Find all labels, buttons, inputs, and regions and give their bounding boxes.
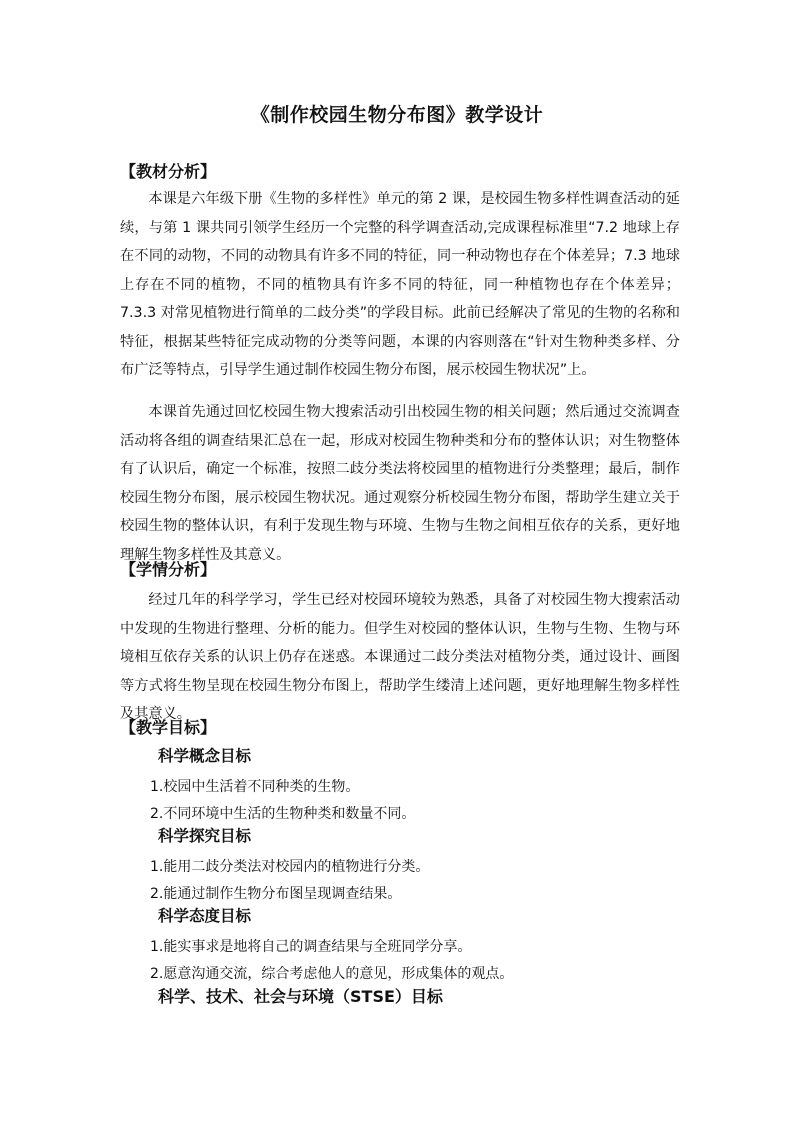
subheading-attitude-objectives: 科学态度目标: [158, 907, 252, 925]
heading-learner-analysis: 【学情分析】: [120, 560, 217, 579]
subheading-concept-objectives: 科学概念目标: [158, 747, 252, 765]
paragraph-material-analysis-2: 本课首先通过回忆校园生物大搜索活动引出校园生物的相关问题；然后通过交流调查活动将各组的调查结果汇总在一起，形成对校园生物种类和分布的整体认识；对生物整体有了认识后，确定一个标准，按照二歧分类法将校园里的植物进行分类整理；最后，制作校园生物分布图，展示校园生物状况。通过观察分析校园生物分布图，帮助学生建立关于校园生物的整体认识，有利于发现生物与环境、生物与生物之间相互依存的关系，更好地理解生物多样性及其意义。: [120, 404, 680, 563]
paragraph-material-analysis-1: 本课是六年级下册《生物的多样性》单元的第 2 课，是校园生物多样性调查活动的延续，与第 1 课共同引领学生经历一个完整的科学调查活动,完成课程标准里“7.2 地球上存在不同的动物，不同的动物具有许多不同的特征，同一种动物也存在个体差异；7.3 地球上存在不同的植物，不同的植物具有许多不同的特征，同一种植物也存在个体差异；7.3.3 对常见植物进行简单的二歧分类”的学段目标。此前已经解决了常见的生物的名称和特征，根据某些特征完成动物的分类等问题，本课的内容则落在“针对生物种类多样、分布广泛等特点，引导学生通过制作校园生物分布图，展示校园生物状况”上。: [120, 191, 680, 378]
subheading-inquiry-objectives: 科学探究目标: [158, 827, 252, 845]
concept-objective-item: 2.不同环境中生活的生物种类和数量不同。: [150, 806, 416, 822]
document-title: 《制作校园生物分布图》教学设计: [250, 104, 544, 126]
heading-material-analysis: 【教材分析】: [120, 162, 217, 181]
concept-objective-item: 1.校园中生活着不同种类的生物。: [150, 779, 360, 795]
paragraph-learner-analysis: 经过几年的科学学习，学生已经对校园环境较为熟悉，具备了对校园生物大搜索活动中发现的生物进行整理、分析的能力。但学生对校园的整体认识，生物与生物、生物与环境相互依存关系的认识上仍存在迷惑。本课通过二歧分类法对植物分类，通过设计、画图等方式将生物呈现在校园生物分布图上，帮助学生缕清上述问题，更好地理解生物多样性及其意义。: [120, 592, 680, 722]
inquiry-objective-item: 1.能用二歧分类法对校园内的植物进行分类。: [150, 859, 430, 875]
attitude-objective-item: 2.愿意沟通交流，综合考虑他人的意见，形成集体的观点。: [150, 966, 514, 982]
subheading-stse-objectives: 科学、技术、社会与环境（STSE）目标: [158, 987, 443, 1006]
inquiry-objective-item: 2.能通过制作生物分布图呈现调查结果。: [150, 886, 402, 902]
heading-objectives: 【教学目标】: [120, 718, 217, 737]
attitude-objective-item: 1.能实事求是地将自己的调查结果与全班同学分享。: [150, 939, 472, 955]
